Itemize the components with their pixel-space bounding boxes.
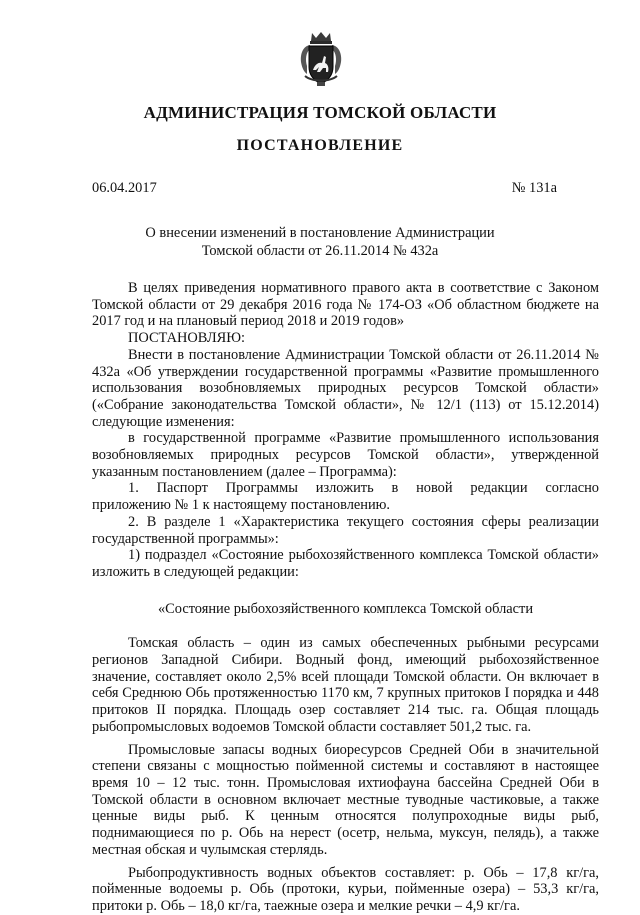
decree-heading: ПОСТАНОВЛЯЮ:: [128, 330, 246, 347]
document-number: № 131а: [511, 180, 557, 196]
subject-line-2: Томской области от 26.11.2014 № 432а: [201, 243, 439, 259]
document-body: [92, 280, 599, 915]
tomsk-oblast-coat-of-arms-icon: [298, 30, 344, 88]
document-date: 06.04.2017: [92, 180, 157, 196]
document-type: ПОСТАНОВЛЕНИЕ: [236, 137, 404, 154]
fish-productivity-paragraph: Рыбопродуктивность водных объектов составляет: р. Обь – 17,8 кг/га, пойменные водоемы р. Обь (протоки, курьи, пойменные озера) – 53,3 кг/га, притоки р. Обь – 18,0 кг/га, таежные озера и мелкие речки – 4,9 кг/га.: [92, 864, 599, 914]
amendment-intro-paragraph: Внести в постановление Администрации Томской области от 26.11.2014 № 432а «Об утверждении государственной программы «Развитие промышленного использования возобновляемых природных ресурсов Томской области» («Собрание законодательства Томской области», № 12/1 (113) от 15.12.2014) следующие изменения:: [92, 346, 599, 430]
preamble-paragraph: В целях приведения нормативного правого акта в соответствие с Законом Томской области от 29 декабря 2016 года № 174-ОЗ «Об областном бюджете на 2017 год и на плановый период 2018 и 2019 годов»: [92, 280, 599, 330]
item-2-paragraph: 2. В разделе 1 «Характеристика текущего состояния сферы реализации государственной программы»:: [92, 513, 599, 547]
item-1-line-1: 1. Паспорт Программы изложить в новой редакции согласно: [128, 480, 599, 497]
organization-title: АДМИНИСТРАЦИЯ ТОМСКОЙ ОБЛАСТИ: [143, 103, 497, 122]
subitem-1-paragraph: 1) подраздел «Состояние рыбохозяйственного комплекса Томской области» изложить в следующей редакции:: [92, 547, 599, 580]
subject-line-1: О внесении изменений в постановление Администрации: [145, 225, 495, 241]
document-subject: [0, 224, 640, 260]
fish-stocks-paragraph: Промысловые запасы водных биоресурсов Средней Оби в значительной степени связаны с мощностью пойменной системы и составляют в настоящее время 10 – 12 тыс. тонн. Промысловая ихтиофауна бассейна Средней Оби в Томской области в основном включает местные туводные частиковые, а также ценные виды рыб. К ценным относятся полупроходные виды рыб, поднимающиеся по р. Обь на нерест (осетр, нельма, муксун, пелядь), а также местная обская и чулымская стерлядь.: [92, 741, 599, 858]
program-paragraph: в государственной программе «Развитие промышленного использования возобновляемых природных ресурсов Томской области», утвержденной указанным постановлением (далее – Программа):: [92, 430, 599, 480]
region-description-paragraph: Томская область – один из самых обеспеченных рыбными ресурсами регионов Западной Сибири. Водный фонд, имеющий рыбохозяйственное значение, составляет около 2,5% всей площади Томской области. Он включает в себя Среднюю Обь протяженностью 1170 км, 7 крупных притоков I порядка и 448 притоков II порядка. Площадь озер составляет 214 тыс. га. Общая площадь рыбопромысловых водоемов Томской области составляет 501,2 тыс. га.: [92, 635, 599, 735]
section-title: «Состояние рыбохозяйственного комплекса Томской области: [157, 600, 534, 617]
item-1-line-2: приложению № 1 к настоящему постановлению.: [92, 497, 391, 514]
